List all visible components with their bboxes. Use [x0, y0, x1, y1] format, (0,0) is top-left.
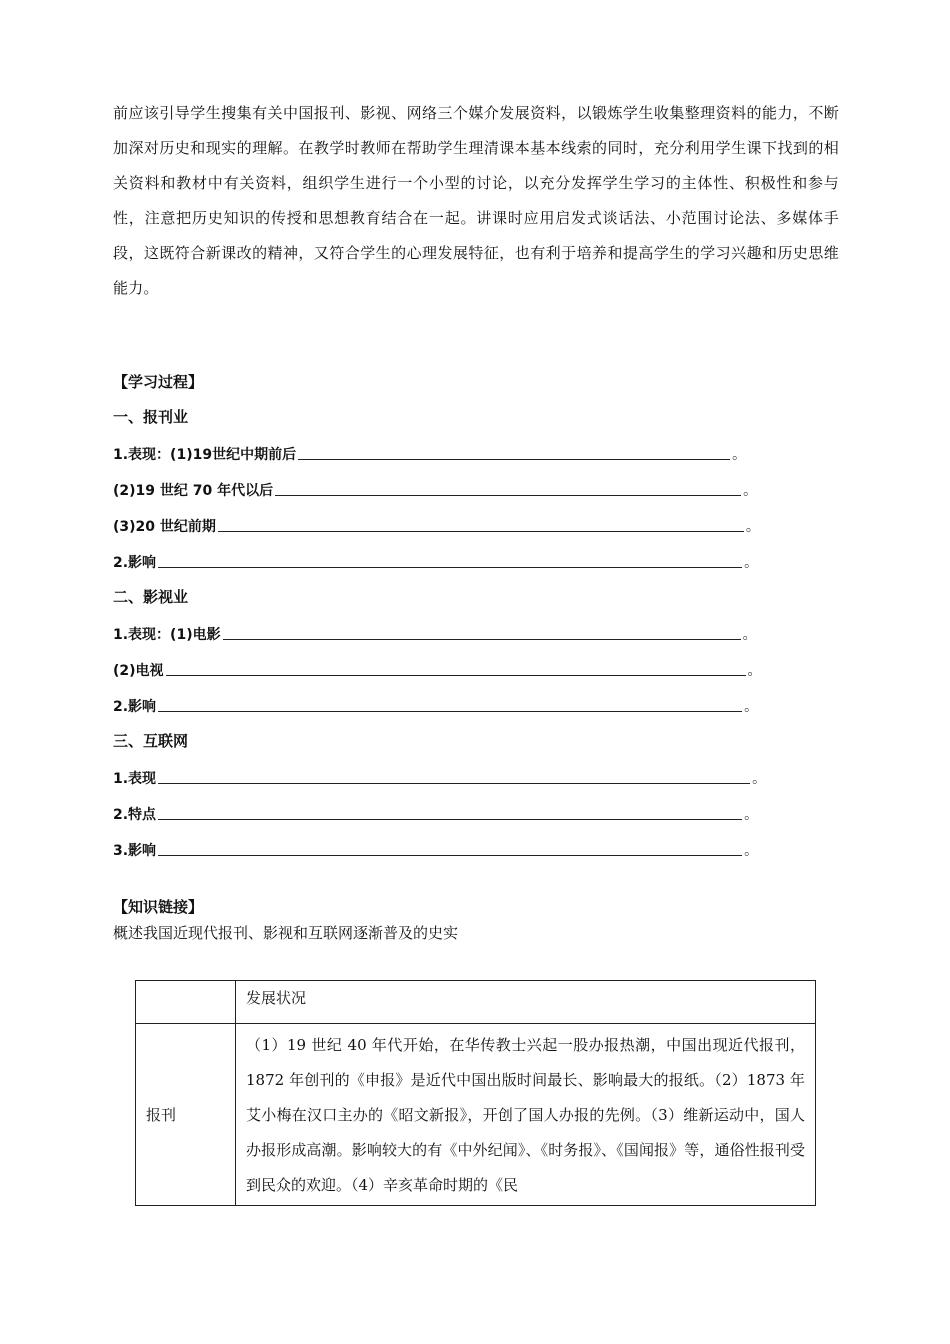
fill-blank[interactable]: [158, 765, 750, 784]
knowledge-table: [135, 980, 816, 1206]
fill-blank[interactable]: [158, 837, 742, 856]
fill-blank[interactable]: [275, 477, 741, 496]
row-label: 3.影响: [113, 843, 157, 859]
intro-paragraph: 前应该引导学生搜集有关中国报刊、影视、网络三个媒介发展资料，以锻炼学生收集整理资料的能力，不断加深对历史和现实的理解。在教学时教师在帮助学生理清课本基本线索的同时，充分利用学生课下找到的相关资料和教材中有关资料，组织学生进行一个小型的讨论，以充分发挥学生学习的主体性、积极性和参与性，注意把历史知识的传授和思想教育结合在一起。讲课时应用启发式谈话法、小范围讨论法、多媒体手段，这既符合新课改的精神，又符合学生的心理发展特征，也有利于培养和提高学生的学习兴趣和历史思维能力。: [113, 104, 839, 297]
internet-performance: [113, 764, 766, 788]
section-film-tv-heading: 二、影视业: [113, 588, 189, 606]
row-period: 。: [743, 483, 758, 499]
row-period: 。: [744, 807, 759, 823]
row-period: 。: [745, 519, 760, 535]
fill-blank[interactable]: [158, 801, 742, 820]
film-tv-impact: [113, 692, 758, 716]
newspaper-performance-1: [113, 440, 746, 464]
fill-blank[interactable]: [218, 513, 744, 532]
section-newspaper-heading: 一、报刊业: [113, 408, 189, 426]
learning-process-title: 【学习过程】: [113, 373, 204, 391]
newspaper-impact: [113, 548, 758, 572]
fill-blank[interactable]: [298, 441, 730, 460]
table-row-label: 报刊: [136, 1024, 236, 1206]
table-row: [136, 1024, 816, 1206]
row-label: (3)20 世纪前期: [113, 519, 216, 535]
row-period: 。: [744, 555, 759, 571]
table-row-content: （1）19 世纪 40 年代开始，在华传教士兴起一股办报热潮，中国出现近代报刊，1872 年创刊的《申报》是近代中国出版时间最长、影响最大的报纸。（2）1873 年艾小梅在汉口主办的《昭文新报》，开创了国人办报的先例。（3）维新运动中，国人办报形成高潮。影响较大的有《中外纪闻》、《时务报》、《国闻报》等，通俗性报刊受到民众的欢迎。（4）辛亥革命时期的《民: [236, 1024, 816, 1206]
row-label: (2)19 世纪 70 年代以后: [113, 483, 274, 499]
row-label: 2.特点: [113, 807, 157, 823]
knowledge-link-title: 【知识链接】: [113, 898, 204, 916]
row-period: 。: [747, 663, 762, 679]
row-period: 。: [744, 699, 759, 715]
row-period: 。: [744, 843, 759, 859]
newspaper-performance-3: [113, 512, 760, 536]
row-label: 2.影响: [113, 699, 157, 715]
internet-features: [113, 800, 758, 824]
row-label: 1.表现：(1)19世纪中期前后: [113, 447, 297, 463]
fill-blank[interactable]: [158, 693, 742, 712]
film-performance-1: [113, 620, 757, 644]
table-header-status: 发展状况: [236, 981, 816, 1024]
internet-impact: [113, 836, 758, 860]
row-period: 。: [752, 771, 767, 787]
row-label: 1.表现：(1)电影: [113, 627, 221, 643]
fill-blank[interactable]: [223, 621, 741, 640]
fill-blank[interactable]: [158, 549, 742, 568]
tv-performance: [113, 656, 762, 680]
row-label: 2.影响: [113, 555, 157, 571]
row-label: (2)电视: [113, 663, 164, 679]
row-label: 1.表现: [113, 771, 157, 787]
row-period: 。: [742, 627, 757, 643]
row-period: 。: [732, 447, 747, 463]
knowledge-link-description: 概述我国近现代报刊、影视和互联网逐渐普及的史实: [113, 924, 459, 942]
section-internet-heading: 三、互联网: [113, 732, 189, 750]
newspaper-performance-2: [113, 476, 757, 500]
fill-blank[interactable]: [166, 657, 746, 676]
table-header-empty: [136, 981, 236, 1024]
table-header-row: [136, 981, 816, 1024]
